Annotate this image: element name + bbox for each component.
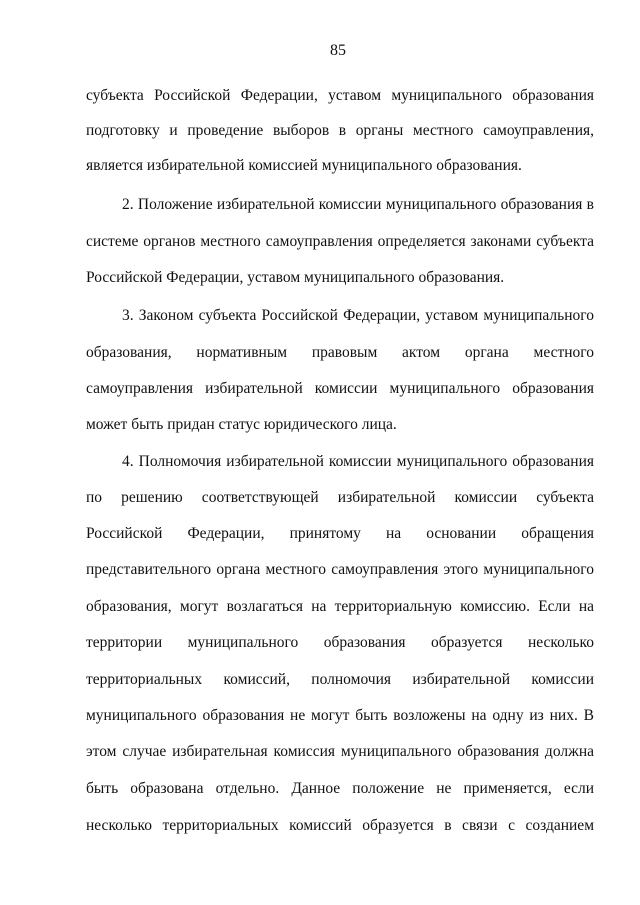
text-line: субъекта Российской Федерации, уставом муниципального образования [86, 87, 594, 104]
text-line: территориальных комиссий, полномочия избирательной комиссии [86, 671, 594, 688]
paragraph-start-line: 3. Законом субъекта Российской Федерации, уставом муниципального [122, 307, 594, 324]
text-line: системе органов местного самоуправления определяется законами субъекта [86, 233, 594, 250]
text-line: муниципального образования не могут быть возложены на одну из них. В [86, 707, 594, 724]
paragraph-start-line: 2. Положение избирательной комиссии муниципального образования в [122, 196, 594, 213]
text-line: Российской Федерации, уставом муниципального образования. [86, 269, 505, 286]
page-number: 85 [330, 42, 346, 59]
text-line: может быть придан статус юридического лица. [86, 416, 397, 433]
text-line: представительного органа местного самоуправления этого муниципального [86, 561, 594, 578]
text-line: подготовку и проведение выборов в органы местного самоуправления, [86, 122, 594, 139]
text-line: быть образована отдельно. Данное положение не применяется, если [86, 780, 594, 797]
text-line: территории муниципального образования образуется несколько [86, 634, 594, 651]
text-line: является избирательной комиссией муниципального образования. [86, 157, 522, 174]
text-line: этом случае избирательная комиссия муниципального образования должна [86, 743, 594, 760]
text-line: Российской Федерации, принятому на основании обращения [86, 525, 594, 542]
text-line: по решению соответствующей избирательной комиссии субъекта [86, 489, 594, 506]
text-line: образования, могут возлагаться на территориальную комиссию. Если на [86, 598, 594, 615]
text-line: самоуправления избирательной комиссии муниципального образования [86, 380, 594, 397]
text-line: несколько территориальных комиссий образуется в связи с созданием [86, 817, 594, 834]
paragraph-start-line: 4. Полномочия избирательной комиссии муниципального образования [122, 453, 594, 470]
text-line: образования, нормативным правовым актом органа местного [86, 344, 594, 361]
